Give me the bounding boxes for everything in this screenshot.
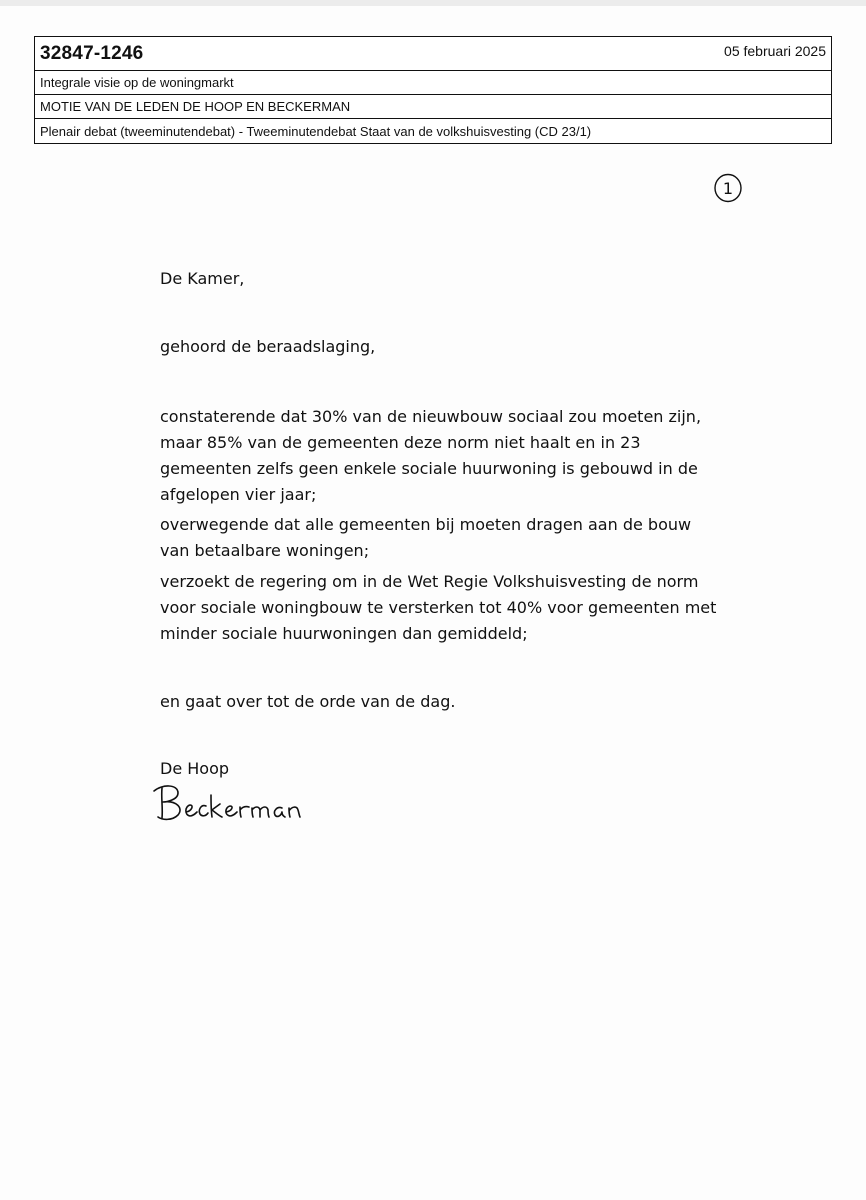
document-number: 32847-1246 xyxy=(40,42,144,64)
debate-description: Plenair debat (tweeminutendebat) - Tweeminutendebat Staat van de volkshuisvesting (CD 23/1) xyxy=(40,123,592,139)
handwritten-page-number xyxy=(713,173,743,203)
signatory-de-hoop: De Hoop xyxy=(160,759,230,778)
header-row-title xyxy=(35,95,831,119)
header-row-subject xyxy=(35,71,831,95)
document-subject: Integrale visie op de woningmarkt xyxy=(40,75,234,90)
document-date: 05 februari 2025 xyxy=(724,42,826,59)
overweging-line: van betaalbare woningen; xyxy=(160,541,370,560)
constatering-line: gemeenten zelfs geen enkele sociale huurwoning is gebouwd in de xyxy=(160,459,698,478)
motion-header-table xyxy=(34,36,832,144)
verzoek-paragraph xyxy=(160,569,716,647)
overweging-paragraph xyxy=(160,512,691,564)
overweging-line: overwegende dat alle gemeenten bij moeten dragen aan de bouw xyxy=(160,515,692,534)
constatering-paragraph xyxy=(160,404,701,508)
salutation: De Kamer, xyxy=(160,269,245,288)
header-row-debate xyxy=(35,119,831,143)
constatering-line: constaterende dat 30% van de nieuwbouw sociaal zou moeten zijn, xyxy=(160,407,702,426)
motion-title: MOTIE VAN DE LEDEN DE HOOP EN BECKERMAN xyxy=(40,99,351,114)
verzoek-line: voor sociale woningbouw te versterken tot 40% voor gemeenten met xyxy=(160,598,717,617)
verzoek-line: minder sociale huurwoningen dan gemiddeld; xyxy=(160,624,528,643)
constatering-line: maar 85% van de gemeenten deze norm niet haalt en in 23 xyxy=(160,433,641,452)
page-number-text: 1 xyxy=(722,179,734,198)
top-strip xyxy=(0,0,866,6)
verzoek-line: verzoekt de regering om in de Wet Regie Volkshuisvesting de norm xyxy=(160,572,699,591)
header-row-number xyxy=(35,37,831,71)
handwritten-signature xyxy=(148,778,328,828)
heard-clause: gehoord de beraadslaging, xyxy=(160,337,376,356)
closing-clause: en gaat over tot de orde van de dag. xyxy=(160,692,456,711)
constatering-line: afgelopen vier jaar; xyxy=(160,485,317,504)
